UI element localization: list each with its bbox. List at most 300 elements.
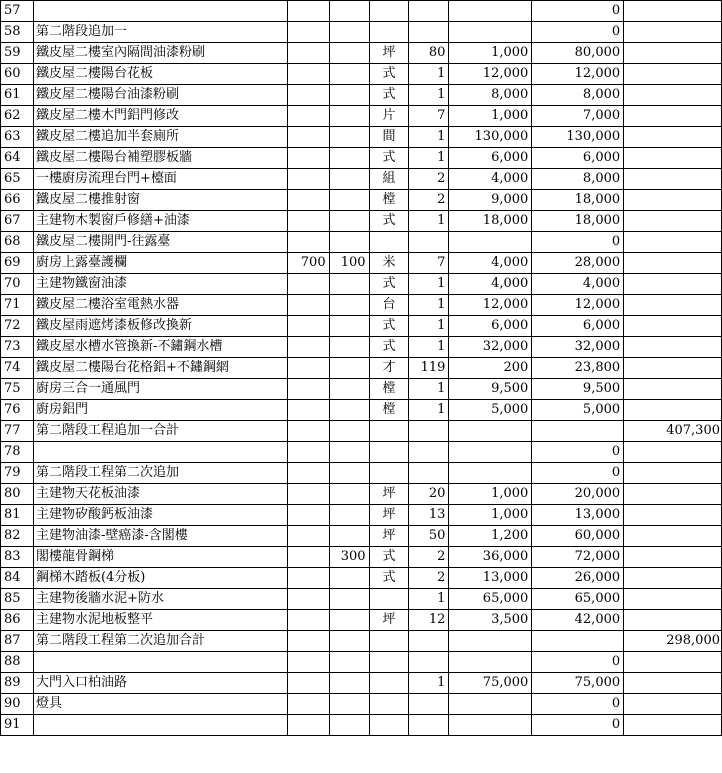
dimension-a-cell[interactable] [287, 484, 329, 505]
unit-cell[interactable] [369, 463, 409, 484]
unit-cell[interactable]: 式 [369, 148, 409, 169]
dimension-b-cell[interactable] [329, 484, 369, 505]
row-number-cell[interactable]: 60 [1, 64, 34, 85]
quantity-cell[interactable]: 7 [409, 106, 449, 127]
unit-price-cell[interactable]: 4,000 [449, 169, 532, 190]
dimension-b-cell[interactable] [329, 400, 369, 421]
amount-cell[interactable]: 9,500 [532, 379, 624, 400]
unit-price-cell[interactable]: 65,000 [449, 589, 532, 610]
row-number-cell[interactable]: 66 [1, 190, 34, 211]
item-description-cell[interactable]: 第二階段工程追加一合計 [33, 421, 287, 442]
amount-cell[interactable]: 6,000 [532, 316, 624, 337]
unit-cell[interactable] [369, 589, 409, 610]
unit-price-cell[interactable]: 4,000 [449, 253, 532, 274]
row-number-cell[interactable]: 80 [1, 484, 34, 505]
item-description-cell[interactable]: 第二階段工程第二次追加 [33, 463, 287, 484]
unit-cell[interactable]: 樘 [369, 190, 409, 211]
amount-cell[interactable] [532, 631, 624, 652]
subtotal-cell[interactable] [624, 652, 722, 673]
unit-cell[interactable]: 台 [369, 295, 409, 316]
unit-cell[interactable]: 樘 [369, 400, 409, 421]
amount-cell[interactable]: 0 [532, 442, 624, 463]
subtotal-cell[interactable] [624, 127, 722, 148]
dimension-a-cell[interactable] [287, 232, 329, 253]
dimension-b-cell[interactable] [329, 463, 369, 484]
dimension-b-cell[interactable] [329, 43, 369, 64]
item-description-cell[interactable]: 大門入口柏油路 [33, 673, 287, 694]
unit-cell[interactable] [369, 631, 409, 652]
dimension-a-cell[interactable] [287, 421, 329, 442]
item-description-cell[interactable]: 第二階段工程第二次追加合計 [33, 631, 287, 652]
unit-cell[interactable]: 式 [369, 211, 409, 232]
item-description-cell[interactable]: 主建物鐵窗油漆 [33, 274, 287, 295]
row-number-cell[interactable]: 84 [1, 568, 34, 589]
amount-cell[interactable]: 18,000 [532, 190, 624, 211]
amount-cell[interactable]: 0 [532, 463, 624, 484]
unit-cell[interactable]: 片 [369, 106, 409, 127]
quantity-cell[interactable] [409, 463, 449, 484]
dimension-a-cell[interactable] [287, 694, 329, 715]
row-number-cell[interactable]: 91 [1, 715, 34, 736]
subtotal-cell[interactable] [624, 610, 722, 631]
subtotal-cell[interactable] [624, 190, 722, 211]
dimension-a-cell[interactable] [287, 463, 329, 484]
row-number-cell[interactable]: 76 [1, 400, 34, 421]
subtotal-cell[interactable] [624, 568, 722, 589]
row-number-cell[interactable]: 62 [1, 106, 34, 127]
dimension-b-cell[interactable] [329, 526, 369, 547]
item-description-cell[interactable]: 鐵皮屋二樓推射窗 [33, 190, 287, 211]
dimension-b-cell[interactable] [329, 85, 369, 106]
dimension-b-cell[interactable] [329, 316, 369, 337]
subtotal-cell[interactable] [624, 43, 722, 64]
subtotal-cell[interactable] [624, 148, 722, 169]
subtotal-cell[interactable] [624, 232, 722, 253]
dimension-b-cell[interactable] [329, 22, 369, 43]
item-description-cell[interactable]: 主建物水泥地板整平 [33, 610, 287, 631]
unit-price-cell[interactable]: 200 [449, 358, 532, 379]
amount-cell[interactable]: 75,000 [532, 673, 624, 694]
unit-cell[interactable]: 樘 [369, 379, 409, 400]
row-number-cell[interactable]: 87 [1, 631, 34, 652]
quantity-cell[interactable]: 1 [409, 274, 449, 295]
subtotal-cell[interactable] [624, 694, 722, 715]
dimension-a-cell[interactable] [287, 631, 329, 652]
dimension-a-cell[interactable] [287, 673, 329, 694]
item-description-cell[interactable]: 閣樓龍骨鋼梯 [33, 547, 287, 568]
unit-cell[interactable]: 組 [369, 169, 409, 190]
subtotal-cell[interactable] [624, 715, 722, 736]
unit-cell[interactable] [369, 694, 409, 715]
subtotal-cell[interactable] [624, 169, 722, 190]
dimension-a-cell[interactable] [287, 211, 329, 232]
dimension-a-cell[interactable] [287, 127, 329, 148]
unit-price-cell[interactable]: 3,500 [449, 610, 532, 631]
amount-cell[interactable]: 0 [532, 232, 624, 253]
row-number-cell[interactable]: 68 [1, 232, 34, 253]
unit-price-cell[interactable]: 1,000 [449, 484, 532, 505]
dimension-b-cell[interactable] [329, 442, 369, 463]
unit-price-cell[interactable]: 18,000 [449, 211, 532, 232]
item-description-cell[interactable]: 一樓廚房流理台門+檯面 [33, 169, 287, 190]
unit-cell[interactable] [369, 1, 409, 22]
quantity-cell[interactable]: 2 [409, 190, 449, 211]
quantity-cell[interactable]: 1 [409, 316, 449, 337]
row-number-cell[interactable]: 90 [1, 694, 34, 715]
dimension-a-cell[interactable] [287, 274, 329, 295]
dimension-a-cell[interactable] [287, 610, 329, 631]
item-description-cell[interactable] [33, 715, 287, 736]
row-number-cell[interactable]: 58 [1, 22, 34, 43]
subtotal-cell[interactable] [624, 316, 722, 337]
quantity-cell[interactable]: 2 [409, 169, 449, 190]
row-number-cell[interactable]: 70 [1, 274, 34, 295]
unit-cell[interactable]: 式 [369, 274, 409, 295]
unit-price-cell[interactable]: 1,000 [449, 43, 532, 64]
amount-cell[interactable]: 80,000 [532, 43, 624, 64]
item-description-cell[interactable] [33, 652, 287, 673]
subtotal-cell[interactable] [624, 211, 722, 232]
quantity-cell[interactable] [409, 631, 449, 652]
dimension-a-cell[interactable] [287, 547, 329, 568]
item-description-cell[interactable]: 主建物油漆-壁癌漆-含閣樓 [33, 526, 287, 547]
amount-cell[interactable]: 0 [532, 22, 624, 43]
row-number-cell[interactable]: 69 [1, 253, 34, 274]
amount-cell[interactable]: 65,000 [532, 589, 624, 610]
subtotal-cell[interactable] [624, 337, 722, 358]
amount-cell[interactable]: 0 [532, 652, 624, 673]
unit-price-cell[interactable]: 6,000 [449, 316, 532, 337]
unit-price-cell[interactable] [449, 694, 532, 715]
unit-price-cell[interactable]: 9,500 [449, 379, 532, 400]
unit-cell[interactable]: 式 [369, 337, 409, 358]
row-number-cell[interactable]: 61 [1, 85, 34, 106]
amount-cell[interactable]: 12,000 [532, 64, 624, 85]
quantity-cell[interactable]: 1 [409, 148, 449, 169]
item-description-cell[interactable]: 主建物天花板油漆 [33, 484, 287, 505]
unit-price-cell[interactable]: 130,000 [449, 127, 532, 148]
amount-cell[interactable]: 20,000 [532, 484, 624, 505]
unit-cell[interactable]: 式 [369, 64, 409, 85]
dimension-b-cell[interactable] [329, 652, 369, 673]
dimension-b-cell[interactable] [329, 358, 369, 379]
unit-cell[interactable]: 式 [369, 547, 409, 568]
unit-cell[interactable] [369, 673, 409, 694]
row-number-cell[interactable]: 59 [1, 43, 34, 64]
item-description-cell[interactable]: 廚房三合一通風門 [33, 379, 287, 400]
subtotal-cell[interactable] [624, 463, 722, 484]
unit-cell[interactable] [369, 421, 409, 442]
unit-cell[interactable] [369, 652, 409, 673]
quantity-cell[interactable]: 12 [409, 610, 449, 631]
row-number-cell[interactable]: 85 [1, 589, 34, 610]
quantity-cell[interactable]: 1 [409, 379, 449, 400]
unit-cell[interactable] [369, 22, 409, 43]
dimension-b-cell[interactable] [329, 379, 369, 400]
row-number-cell[interactable]: 81 [1, 505, 34, 526]
row-number-cell[interactable]: 65 [1, 169, 34, 190]
unit-price-cell[interactable]: 1,000 [449, 505, 532, 526]
dimension-a-cell[interactable] [287, 22, 329, 43]
item-description-cell[interactable]: 第二階段追加一 [33, 22, 287, 43]
dimension-a-cell[interactable] [287, 190, 329, 211]
dimension-b-cell[interactable] [329, 190, 369, 211]
quantity-cell[interactable] [409, 715, 449, 736]
quantity-cell[interactable]: 20 [409, 484, 449, 505]
unit-price-cell[interactable]: 36,000 [449, 547, 532, 568]
unit-cell[interactable]: 坪 [369, 505, 409, 526]
amount-cell[interactable]: 12,000 [532, 295, 624, 316]
unit-cell[interactable]: 坪 [369, 610, 409, 631]
dimension-b-cell[interactable]: 100 [329, 253, 369, 274]
quantity-cell[interactable]: 1 [409, 337, 449, 358]
unit-price-cell[interactable]: 75,000 [449, 673, 532, 694]
dimension-a-cell[interactable] [287, 442, 329, 463]
subtotal-cell[interactable] [624, 484, 722, 505]
row-number-cell[interactable]: 88 [1, 652, 34, 673]
subtotal-cell[interactable] [624, 442, 722, 463]
dimension-a-cell[interactable] [287, 358, 329, 379]
item-description-cell[interactable]: 鐵皮屋二樓陽台補塑膠板牆 [33, 148, 287, 169]
item-description-cell[interactable]: 鐵皮屋二樓陽台花格鋁+不鏽鋼網 [33, 358, 287, 379]
amount-cell[interactable]: 4,000 [532, 274, 624, 295]
dimension-a-cell[interactable] [287, 169, 329, 190]
quantity-cell[interactable]: 1 [409, 127, 449, 148]
subtotal-cell[interactable]: 407,300 [624, 421, 722, 442]
row-number-cell[interactable]: 75 [1, 379, 34, 400]
dimension-a-cell[interactable] [287, 337, 329, 358]
amount-cell[interactable]: 23,800 [532, 358, 624, 379]
unit-cell[interactable]: 坪 [369, 526, 409, 547]
dimension-b-cell[interactable] [329, 64, 369, 85]
amount-cell[interactable]: 18,000 [532, 211, 624, 232]
item-description-cell[interactable]: 鐵皮屋二樓陽台花板 [33, 64, 287, 85]
amount-cell[interactable]: 0 [532, 715, 624, 736]
quantity-cell[interactable]: 7 [409, 253, 449, 274]
dimension-b-cell[interactable] [329, 337, 369, 358]
row-number-cell[interactable]: 86 [1, 610, 34, 631]
item-description-cell[interactable]: 廚房上露臺護欄 [33, 253, 287, 274]
dimension-b-cell[interactable] [329, 295, 369, 316]
unit-price-cell[interactable] [449, 715, 532, 736]
quantity-cell[interactable]: 119 [409, 358, 449, 379]
item-description-cell[interactable]: 主建物矽酸鈣板油漆 [33, 505, 287, 526]
row-number-cell[interactable]: 57 [1, 1, 34, 22]
amount-cell[interactable] [532, 421, 624, 442]
dimension-b-cell[interactable] [329, 505, 369, 526]
dimension-b-cell[interactable] [329, 568, 369, 589]
subtotal-cell[interactable] [624, 295, 722, 316]
unit-price-cell[interactable] [449, 232, 532, 253]
dimension-b-cell[interactable] [329, 631, 369, 652]
unit-price-cell[interactable]: 1,200 [449, 526, 532, 547]
dimension-a-cell[interactable] [287, 652, 329, 673]
amount-cell[interactable]: 0 [532, 1, 624, 22]
dimension-a-cell[interactable] [287, 505, 329, 526]
item-description-cell[interactable] [33, 1, 287, 22]
subtotal-cell[interactable] [624, 64, 722, 85]
item-description-cell[interactable]: 鐵皮屋二樓木門鋁門修改 [33, 106, 287, 127]
unit-price-cell[interactable]: 12,000 [449, 64, 532, 85]
dimension-b-cell[interactable] [329, 673, 369, 694]
unit-price-cell[interactable] [449, 22, 532, 43]
unit-price-cell[interactable]: 9,000 [449, 190, 532, 211]
dimension-b-cell[interactable] [329, 610, 369, 631]
quantity-cell[interactable]: 50 [409, 526, 449, 547]
subtotal-cell[interactable] [624, 253, 722, 274]
amount-cell[interactable]: 0 [532, 694, 624, 715]
unit-price-cell[interactable] [449, 1, 532, 22]
amount-cell[interactable]: 5,000 [532, 400, 624, 421]
unit-cell[interactable]: 米 [369, 253, 409, 274]
dimension-b-cell[interactable] [329, 715, 369, 736]
item-description-cell[interactable]: 廚房鋁門 [33, 400, 287, 421]
dimension-b-cell[interactable] [329, 421, 369, 442]
dimension-a-cell[interactable] [287, 526, 329, 547]
amount-cell[interactable]: 26,000 [532, 568, 624, 589]
subtotal-cell[interactable] [624, 106, 722, 127]
dimension-a-cell[interactable] [287, 400, 329, 421]
amount-cell[interactable]: 13,000 [532, 505, 624, 526]
dimension-b-cell[interactable] [329, 232, 369, 253]
item-description-cell[interactable]: 燈具 [33, 694, 287, 715]
amount-cell[interactable]: 130,000 [532, 127, 624, 148]
subtotal-cell[interactable] [624, 85, 722, 106]
row-number-cell[interactable]: 79 [1, 463, 34, 484]
subtotal-cell[interactable] [624, 400, 722, 421]
unit-price-cell[interactable]: 1,000 [449, 106, 532, 127]
amount-cell[interactable]: 32,000 [532, 337, 624, 358]
dimension-a-cell[interactable] [287, 148, 329, 169]
dimension-a-cell[interactable] [287, 106, 329, 127]
row-number-cell[interactable]: 89 [1, 673, 34, 694]
row-number-cell[interactable]: 71 [1, 295, 34, 316]
unit-cell[interactable]: 才 [369, 358, 409, 379]
row-number-cell[interactable]: 78 [1, 442, 34, 463]
quantity-cell[interactable]: 1 [409, 295, 449, 316]
item-description-cell[interactable]: 主建物後牆水泥+防水 [33, 589, 287, 610]
amount-cell[interactable]: 60,000 [532, 526, 624, 547]
unit-cell[interactable]: 坪 [369, 484, 409, 505]
dimension-b-cell[interactable] [329, 694, 369, 715]
unit-cell[interactable]: 間 [369, 127, 409, 148]
dimension-b-cell[interactable] [329, 1, 369, 22]
unit-price-cell[interactable]: 4,000 [449, 274, 532, 295]
subtotal-cell[interactable] [624, 274, 722, 295]
amount-cell[interactable]: 7,000 [532, 106, 624, 127]
row-number-cell[interactable]: 74 [1, 358, 34, 379]
row-number-cell[interactable]: 67 [1, 211, 34, 232]
quantity-cell[interactable]: 1 [409, 211, 449, 232]
unit-price-cell[interactable]: 5,000 [449, 400, 532, 421]
dimension-a-cell[interactable] [287, 316, 329, 337]
unit-cell[interactable]: 坪 [369, 43, 409, 64]
dimension-b-cell[interactable] [329, 169, 369, 190]
quantity-cell[interactable]: 2 [409, 547, 449, 568]
row-number-cell[interactable]: 77 [1, 421, 34, 442]
subtotal-cell[interactable] [624, 505, 722, 526]
dimension-a-cell[interactable] [287, 589, 329, 610]
unit-cell[interactable] [369, 232, 409, 253]
subtotal-cell[interactable] [624, 1, 722, 22]
item-description-cell[interactable]: 主建物木製窗戶修繕+油漆 [33, 211, 287, 232]
unit-price-cell[interactable] [449, 442, 532, 463]
dimension-b-cell[interactable]: 300 [329, 547, 369, 568]
quantity-cell[interactable]: 1 [409, 400, 449, 421]
quantity-cell[interactable] [409, 232, 449, 253]
item-description-cell[interactable]: 鐵皮屋二樓室內隔間油漆粉刷 [33, 43, 287, 64]
unit-price-cell[interactable]: 13,000 [449, 568, 532, 589]
dimension-b-cell[interactable] [329, 148, 369, 169]
row-number-cell[interactable]: 73 [1, 337, 34, 358]
unit-price-cell[interactable] [449, 463, 532, 484]
quantity-cell[interactable]: 1 [409, 64, 449, 85]
unit-price-cell[interactable] [449, 421, 532, 442]
quantity-cell[interactable]: 2 [409, 568, 449, 589]
item-description-cell[interactable]: 鋼梯木踏板(4分板) [33, 568, 287, 589]
subtotal-cell[interactable] [624, 673, 722, 694]
subtotal-cell[interactable] [624, 358, 722, 379]
subtotal-cell[interactable]: 298,000 [624, 631, 722, 652]
dimension-b-cell[interactable] [329, 211, 369, 232]
quantity-cell[interactable]: 1 [409, 85, 449, 106]
quantity-cell[interactable] [409, 442, 449, 463]
subtotal-cell[interactable] [624, 379, 722, 400]
dimension-a-cell[interactable] [287, 568, 329, 589]
quantity-cell[interactable] [409, 22, 449, 43]
quantity-cell[interactable]: 1 [409, 673, 449, 694]
item-description-cell[interactable]: 鐵皮屋水槽水管換新-不鏽鋼水槽 [33, 337, 287, 358]
quantity-cell[interactable]: 80 [409, 43, 449, 64]
row-number-cell[interactable]: 63 [1, 127, 34, 148]
unit-price-cell[interactable]: 32,000 [449, 337, 532, 358]
dimension-a-cell[interactable] [287, 379, 329, 400]
dimension-a-cell[interactable] [287, 295, 329, 316]
subtotal-cell[interactable] [624, 526, 722, 547]
subtotal-cell[interactable] [624, 547, 722, 568]
unit-price-cell[interactable]: 8,000 [449, 85, 532, 106]
unit-cell[interactable] [369, 442, 409, 463]
item-description-cell[interactable]: 鐵皮屋二樓追加半套廁所 [33, 127, 287, 148]
dimension-b-cell[interactable] [329, 274, 369, 295]
row-number-cell[interactable]: 64 [1, 148, 34, 169]
quantity-cell[interactable] [409, 421, 449, 442]
dimension-a-cell[interactable] [287, 1, 329, 22]
row-number-cell[interactable]: 82 [1, 526, 34, 547]
unit-cell[interactable]: 式 [369, 316, 409, 337]
amount-cell[interactable]: 8,000 [532, 85, 624, 106]
quantity-cell[interactable]: 1 [409, 589, 449, 610]
dimension-a-cell[interactable]: 700 [287, 253, 329, 274]
row-number-cell[interactable]: 83 [1, 547, 34, 568]
unit-price-cell[interactable]: 6,000 [449, 148, 532, 169]
dimension-a-cell[interactable] [287, 85, 329, 106]
unit-price-cell[interactable]: 12,000 [449, 295, 532, 316]
item-description-cell[interactable]: 鐵皮屋二樓開門-往露臺 [33, 232, 287, 253]
row-number-cell[interactable]: 72 [1, 316, 34, 337]
dimension-b-cell[interactable] [329, 589, 369, 610]
dimension-a-cell[interactable] [287, 715, 329, 736]
item-description-cell[interactable] [33, 442, 287, 463]
subtotal-cell[interactable] [624, 22, 722, 43]
amount-cell[interactable]: 6,000 [532, 148, 624, 169]
item-description-cell[interactable]: 鐵皮屋二樓陽台油漆粉刷 [33, 85, 287, 106]
amount-cell[interactable]: 28,000 [532, 253, 624, 274]
item-description-cell[interactable]: 鐵皮屋二樓浴室電熱水器 [33, 295, 287, 316]
dimension-a-cell[interactable] [287, 64, 329, 85]
subtotal-cell[interactable] [624, 589, 722, 610]
unit-cell[interactable]: 式 [369, 85, 409, 106]
